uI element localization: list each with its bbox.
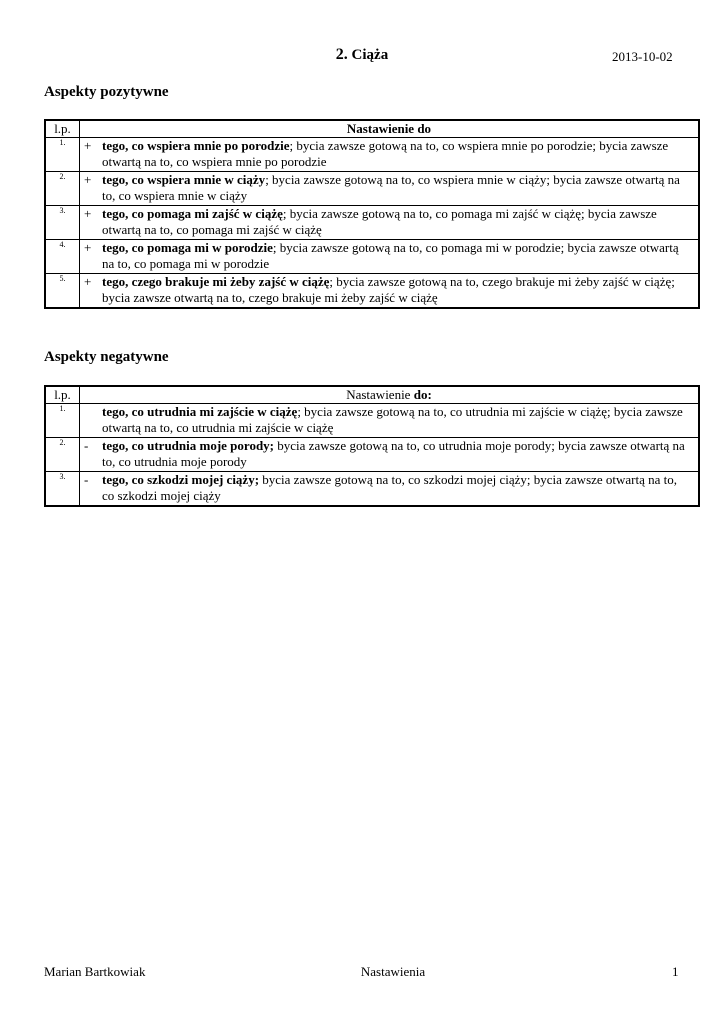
table-header-row [45, 386, 699, 404]
col-header-plain: Nastawienie [346, 387, 414, 402]
row-number: 2. [45, 172, 80, 206]
negative-heading: Aspekty negatywne [44, 349, 169, 365]
row-sign: + [84, 206, 92, 221]
table-row [45, 138, 699, 172]
row-text-rest: bycia zawsze gotową na to, co szkodzi mojej ciąży; bycia zawsze otwartą na to, co szkodzi mojej ciąży [102, 472, 678, 503]
row-sign: - [84, 472, 89, 487]
col-header-bold: do: [413, 387, 432, 402]
row-text-rest: bycia zawsze gotową na to, co utrudnia moje porody; bycia zawsze otwartą na to, co utrudnia moje porody [102, 438, 685, 469]
row-text [102, 404, 698, 436]
row-content [80, 472, 700, 507]
row-content [80, 172, 700, 206]
row-content [80, 138, 700, 172]
row-text-bold: tego, co wspiera mnie po porodzie [102, 138, 290, 153]
table-row [45, 206, 699, 240]
table-header-row [45, 120, 699, 138]
row-text-bold: tego, co utrudnia mi zajście w ciążę [102, 404, 298, 419]
row-content [80, 404, 700, 438]
row-text-rest: ; bycia zawsze gotową na to, co wspiera mnie w ciąży; bycia zawsze otwartą na to, co wspiera mnie w ciąży [102, 172, 680, 203]
title-number: 2. [335, 46, 348, 63]
row-text-bold: tego, co utrudnia moje porody; [102, 438, 275, 453]
row-text-rest: ; bycia zawsze gotową na to, co pomaga mi zajść w ciążę; bycia zawsze otwartą na to, co pomaga mi zajść w ciążę [102, 206, 657, 237]
row-sign: + [84, 138, 92, 153]
row-text-rest: ; bycia zawsze gotową na to, co wspiera mnie po porodzie; bycia zawsze otwartą na to, co wspiera mnie po porodzie [102, 138, 669, 169]
negative-table [44, 385, 700, 507]
positive-table [44, 119, 700, 309]
row-sign: + [84, 172, 92, 187]
table-row [45, 438, 699, 472]
positive-heading: Aspekty pozytywne [44, 84, 169, 100]
title-text: Ciąża [351, 47, 389, 63]
table-row [45, 404, 699, 438]
row-text-rest: ; bycia zawsze gotową na to, co pomaga mi w porodzie; bycia zawsze otwartą na to, co pomaga mi w porodzie [102, 240, 679, 271]
row-sign: + [84, 274, 92, 289]
row-content [80, 274, 700, 309]
row-text [102, 138, 698, 170]
row-number: 5. [45, 274, 80, 309]
row-text-bold: tego, co wspiera mnie w ciąży [102, 172, 266, 187]
col-nastawienie: Nastawienie do [80, 120, 700, 138]
table-row [45, 172, 699, 206]
col-lp: l.p. [45, 120, 80, 138]
row-number: 3. [45, 472, 80, 507]
row-sign: + [84, 240, 92, 255]
row-text-rest: ; bycia zawsze gotową na to, czego brakuje mi żeby zajść w ciążę; bycia zawsze otwartą na to, czego brakuje mi żeby zajść w ciążę [102, 274, 675, 305]
col-lp: l.p. [45, 386, 80, 404]
row-sign [80, 404, 102, 436]
row-text-rest: ; bycia zawsze gotową na to, co utrudnia mi zajście w ciążę; bycia zawsze otwartą na to, co utrudnia mi zajście w ciążę [102, 404, 683, 435]
row-number: 3. [45, 206, 80, 240]
table-row [45, 472, 699, 507]
footer-author: Marian Bartkowiak [44, 964, 146, 979]
row-content [80, 438, 700, 472]
row-number: 1. [45, 404, 80, 438]
row-text [102, 172, 698, 204]
table-row [45, 240, 699, 274]
row-text [102, 274, 698, 306]
row-text [102, 438, 698, 470]
table-row [45, 274, 699, 309]
row-text [102, 240, 698, 272]
row-number: 1. [45, 138, 80, 172]
row-text-bold: tego, co szkodzi mojej ciąży; [102, 472, 260, 487]
row-text-bold: tego, czego brakuje mi żeby zajść w ciążę [102, 274, 330, 289]
col-nastawienie [80, 386, 700, 404]
row-content [80, 206, 700, 240]
row-sign: - [84, 438, 89, 453]
row-content [80, 240, 700, 274]
row-number: 2. [45, 438, 80, 472]
row-number: 4. [45, 240, 80, 274]
footer-center: Nastawienia [360, 964, 426, 979]
row-text-bold: tego, co pomaga mi zajść w ciążę [102, 206, 283, 221]
row-text [102, 472, 698, 504]
date: 2013-10-02 [612, 49, 673, 64]
row-text [102, 206, 698, 238]
row-text-bold: tego, co pomaga mi w porodzie [102, 240, 273, 255]
footer-page-number: 1 [672, 964, 679, 979]
